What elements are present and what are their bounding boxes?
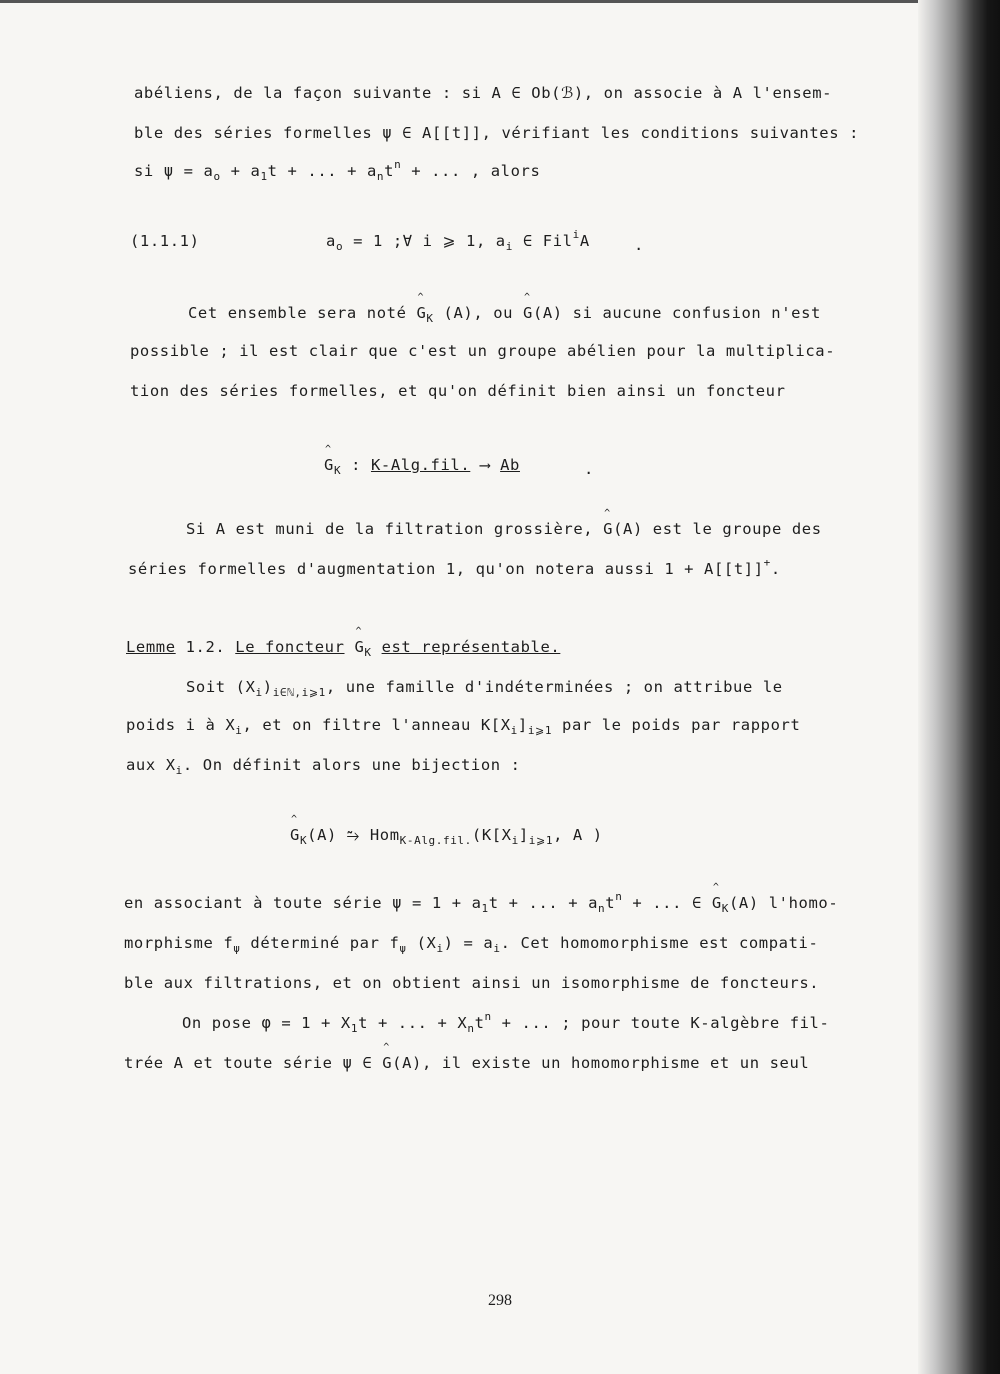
text-line-3: si $\psi = a_o + a_1t$ + ... + $a_nt^n$ + ... , alors: [134, 158, 541, 183]
para5-line3: ble aux filtrations, et on obtient ainsi un isomorphisme de foncteurs.: [124, 974, 820, 992]
para3-line2: séries formelles d'augmentation 1, qu'on notera aussi 1 + A[[t]]+.: [128, 556, 781, 578]
page-number: 298: [488, 1292, 512, 1309]
equation-label: (1.1.1): [130, 232, 200, 250]
para4-line1: Soit $(X_i)_{i\in ℕ,i⩾1}$, une famille d'indéterminées ; on attribue le: [186, 678, 783, 699]
functor-display: ^ $G_K$ : K-Alg.fil. ⟶ Ab: [324, 456, 520, 474]
functor-period: .: [584, 460, 594, 478]
para6-line1: On pose $\varphi = 1 + X_1t$ + ... + $X_nt^n$ + ... ; pour toute K-algèbre fil-: [182, 1010, 830, 1035]
para2-line3: tion des séries formelles, et qu'on définit bien ainsi un foncteur: [130, 382, 786, 400]
para2-line1: Cet ensemble sera noté ^ $G_K$ (A), ou ^ G(A) si aucune confusion n'est: [188, 304, 821, 322]
para2-line2: possible ; il est clair que c'est un groupe abélien pour la multiplica-: [130, 342, 836, 360]
top-edge-rule: [0, 0, 1000, 3]
para5-line2: morphisme $f_\psi$ déterminé par $f_\psi$ $(X_i) = a_i$. Cet homomorphisme est compati-: [124, 934, 819, 955]
equation-1-1-1: $a_o = 1$ ;∀ i ⩾ 1, $a_i$ ∈ Fil$^i$A: [326, 228, 590, 253]
text-line-2: ble des séries formelles ψ ∈ A[[t]], vérifiant les conditions suivantes :: [134, 124, 860, 142]
lemma-heading: Lemme 1.2. Le foncteur ^ $G_K$ est représentable.: [126, 638, 560, 656]
para4-line3: aux $X_i$. On définit alors une bijection :: [126, 756, 521, 777]
para6-line2: trée A et toute série ψ ∈ ^ G(A), il existe un homomorphisme et un seul: [124, 1054, 809, 1072]
binding-shadow: [918, 0, 1000, 1374]
para3-line1: Si A est muni de la filtration grossière, ^ G(A) est le groupe des: [186, 520, 822, 538]
text-line-1: abéliens, de la façon suivante : si A ∈ Ob(ℬ), on associe à A l'ensem-: [134, 84, 833, 102]
equation-period: .: [634, 236, 644, 254]
para5-line1: en associant à toute série $\psi = 1 + a_1t$ + ... + $a_nt^n$ + ... ∈ ^ $G_K(A)$ l'homo-: [124, 894, 838, 912]
bijection-display: ^ $G_K(A)$ ⥲ $Hom_{K-Alg.fil.}(K[X_i]_{i⩾1}$, A ): [290, 826, 603, 845]
para4-line2: poids i à $X_i$, et on filtre l'anneau $K[X_i]_{i⩾1}$ par le poids par rapport: [126, 716, 801, 737]
